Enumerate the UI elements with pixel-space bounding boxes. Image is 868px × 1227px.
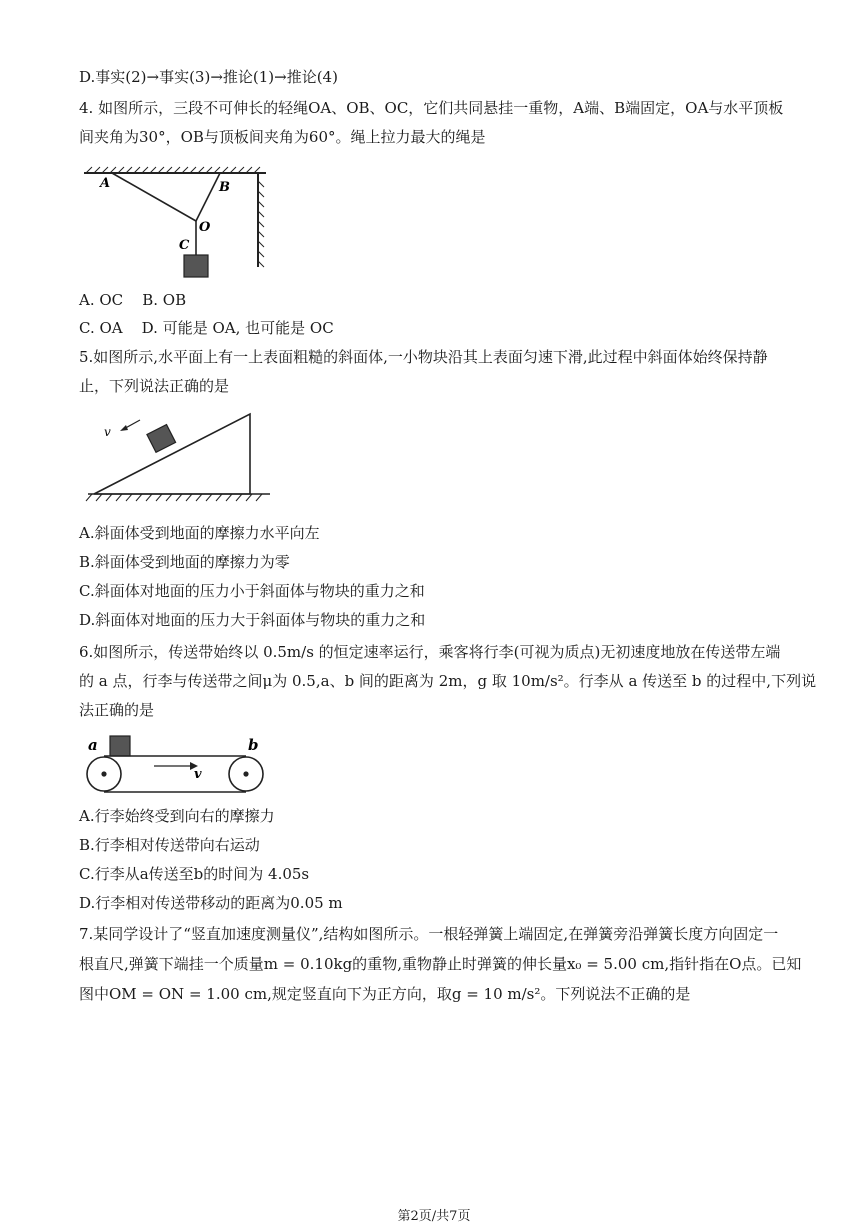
q5-incline-figure	[84, 408, 274, 503]
q6-label-a: a	[88, 736, 98, 754]
q5-option-b: B.斜面体受到地面的摩擦力为零	[79, 553, 290, 571]
q6-label-v: v	[194, 767, 202, 782]
q7-stem-line1: 7.某同学设计了“竖直加速度测量仪”,结构如图所示。一根轻弹簧上端固定,在弹簧旁沿弹簧长度方向固定一	[79, 925, 779, 943]
q6-option-c: C.行李从a传送至b的时间为 4.05s	[79, 865, 310, 883]
q7-stem-line3: 图中OM = ON = 1.00 cm,规定竖直向下为正方向，取g = 10 m/s²。下列说法不正确的是	[79, 985, 691, 1003]
q5-stem-line2: 止，下列说法正确的是	[79, 377, 230, 395]
q5-stem-line1: 5.如图所示,水平面上有一上表面粗糙的斜面体,一小物块沿其上表面匀速下滑,此过程中斜面体始终保持静	[79, 348, 768, 366]
q4-options-line2: C. OA D. 可能是 OA, 也可能是 OC	[79, 319, 334, 337]
q4-label-a: A	[100, 176, 111, 191]
q4-rope-figure	[80, 165, 270, 285]
q5-option-c: C.斜面体对地面的压力小于斜面体与物块的重力之和	[79, 582, 425, 600]
q6-stem-line3: 法正确的是	[79, 701, 155, 719]
q6-option-b: B.行李相对传送带向右运动	[79, 836, 260, 854]
q7-stem-line2: 根直尺,弹簧下端挂一个质量m = 0.10kg的重物,重物静止时弹簧的伸长量x₀ = 5.00 cm,指针指在O点。已知	[79, 955, 802, 973]
q6-option-d: D.行李相对传送带移动的距离为0.05 m	[79, 894, 343, 912]
q6-conveyor-figure	[80, 732, 280, 800]
q4-options-line1: A. OC B. OB	[79, 291, 187, 309]
q5-label-v: v	[104, 425, 111, 439]
q6-stem-line2: 的 a 点，行李与传送带之间μ为 0.5,a、b 间的距离为 2m，g 取 10m/s²。行李从 a 传送至 b 的过程中,下列说	[79, 672, 817, 690]
q3-option-d: D.事实(2)→事实(3)→推论(1)→推论(4)	[79, 68, 338, 86]
q4-label-c: C	[179, 238, 190, 253]
q6-stem-line1: 6.如图所示，传送带始终以 0.5m/s 的恒定速率运行，乘客将行李(可视为质点)无初速度地放在传送带左端	[79, 643, 781, 661]
q4-stem-line2: 间夹角为30°，OB与顶板间夹角为60°。绳上拉力最大的绳是	[79, 128, 486, 146]
q4-stem-line1: 4. 如图所示，三段不可伸长的轻绳OA、OB、OC，它们共同悬挂一重物，A端、B端固定，OA与水平顶板	[79, 99, 784, 117]
q4-label-o: O	[199, 220, 211, 235]
q6-label-b: b	[248, 736, 259, 754]
q6-option-a: A.行李始终受到向右的摩擦力	[79, 807, 275, 825]
q5-option-a: A.斜面体受到地面的摩擦力水平向左	[79, 524, 320, 542]
page-number: 第2页/共7页	[397, 1209, 471, 1224]
q4-label-b: B	[219, 180, 230, 195]
q5-option-d: D.斜面体对地面的压力大于斜面体与物块的重力之和	[79, 611, 426, 629]
